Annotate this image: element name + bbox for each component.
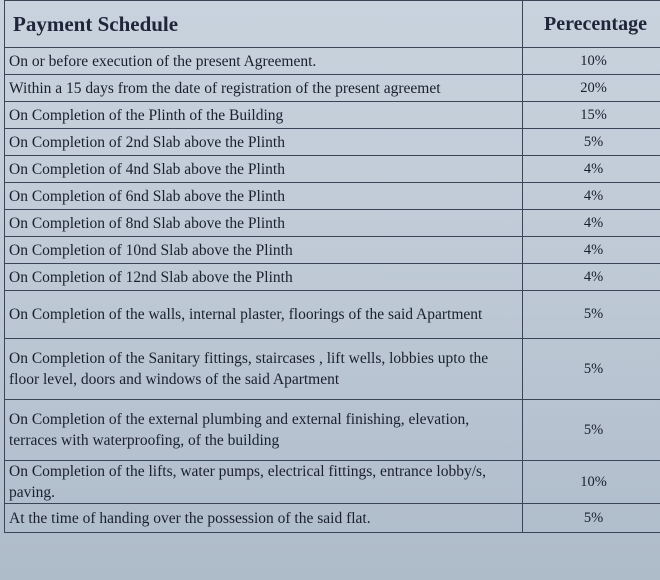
stage-cell: On or before execution of the present Agreement. [5, 48, 523, 75]
stage-cell: At the time of handing over the possession of the said flat. [5, 504, 523, 533]
table-row [5, 237, 660, 264]
table-row [5, 339, 660, 400]
stage-cell: On Completion of 8nd Slab above the Plinth [5, 210, 523, 237]
table-row [5, 156, 660, 183]
table-row [5, 400, 660, 461]
table-row [5, 48, 660, 75]
header-percentage: Perecentage [523, 1, 660, 48]
table-row [5, 183, 660, 210]
percent-cell: 5% [523, 504, 660, 533]
percent-cell: 20% [523, 75, 660, 102]
percent-cell: 5% [523, 129, 660, 156]
table-row [5, 461, 660, 504]
payment-schedule-table [4, 0, 660, 533]
percent-cell: 4% [523, 183, 660, 210]
stage-cell: On Completion of the lifts, water pumps, electrical fittings, entrance lobby/s, paving. [5, 461, 523, 504]
percent-cell: 10% [523, 48, 660, 75]
stage-cell: On Completion of 4nd Slab above the Plinth [5, 156, 523, 183]
percent-cell: 4% [523, 156, 660, 183]
table-row [5, 264, 660, 291]
stage-cell: On Completion of the Plinth of the Building [5, 102, 523, 129]
percent-cell: 4% [523, 264, 660, 291]
percent-cell: 5% [523, 291, 660, 339]
stage-cell: On Completion of 2nd Slab above the Plinth [5, 129, 523, 156]
table-header-row [5, 1, 660, 48]
table-row [5, 75, 660, 102]
percent-cell: 4% [523, 237, 660, 264]
table-row [5, 291, 660, 339]
stage-cell: On Completion of the Sanitary fittings, staircases , lift wells, lobbies upto the floor level, doors and windows of the said Apartment [5, 339, 523, 400]
stage-cell: On Completion of 12nd Slab above the Plinth [5, 264, 523, 291]
table-row [5, 210, 660, 237]
table-row [5, 102, 660, 129]
stage-cell: On Completion of 6nd Slab above the Plinth [5, 183, 523, 210]
percent-cell: 4% [523, 210, 660, 237]
stage-cell: Within a 15 days from the date of registration of the present agreemet [5, 75, 523, 102]
stage-cell: On Completion of 10nd Slab above the Plinth [5, 237, 523, 264]
header-payment-schedule: Payment Schedule [5, 1, 523, 48]
table-row [5, 129, 660, 156]
percent-cell: 5% [523, 400, 660, 461]
percent-cell: 10% [523, 461, 660, 504]
stage-cell: On Completion of the external plumbing and external finishing, elevation, terraces with waterproofing, of the building [5, 400, 523, 461]
percent-cell: 15% [523, 102, 660, 129]
stage-cell: On Completion of the walls, internal plaster, floorings of the said Apartment [5, 291, 523, 339]
table-row [5, 504, 660, 533]
percent-cell: 5% [523, 339, 660, 400]
